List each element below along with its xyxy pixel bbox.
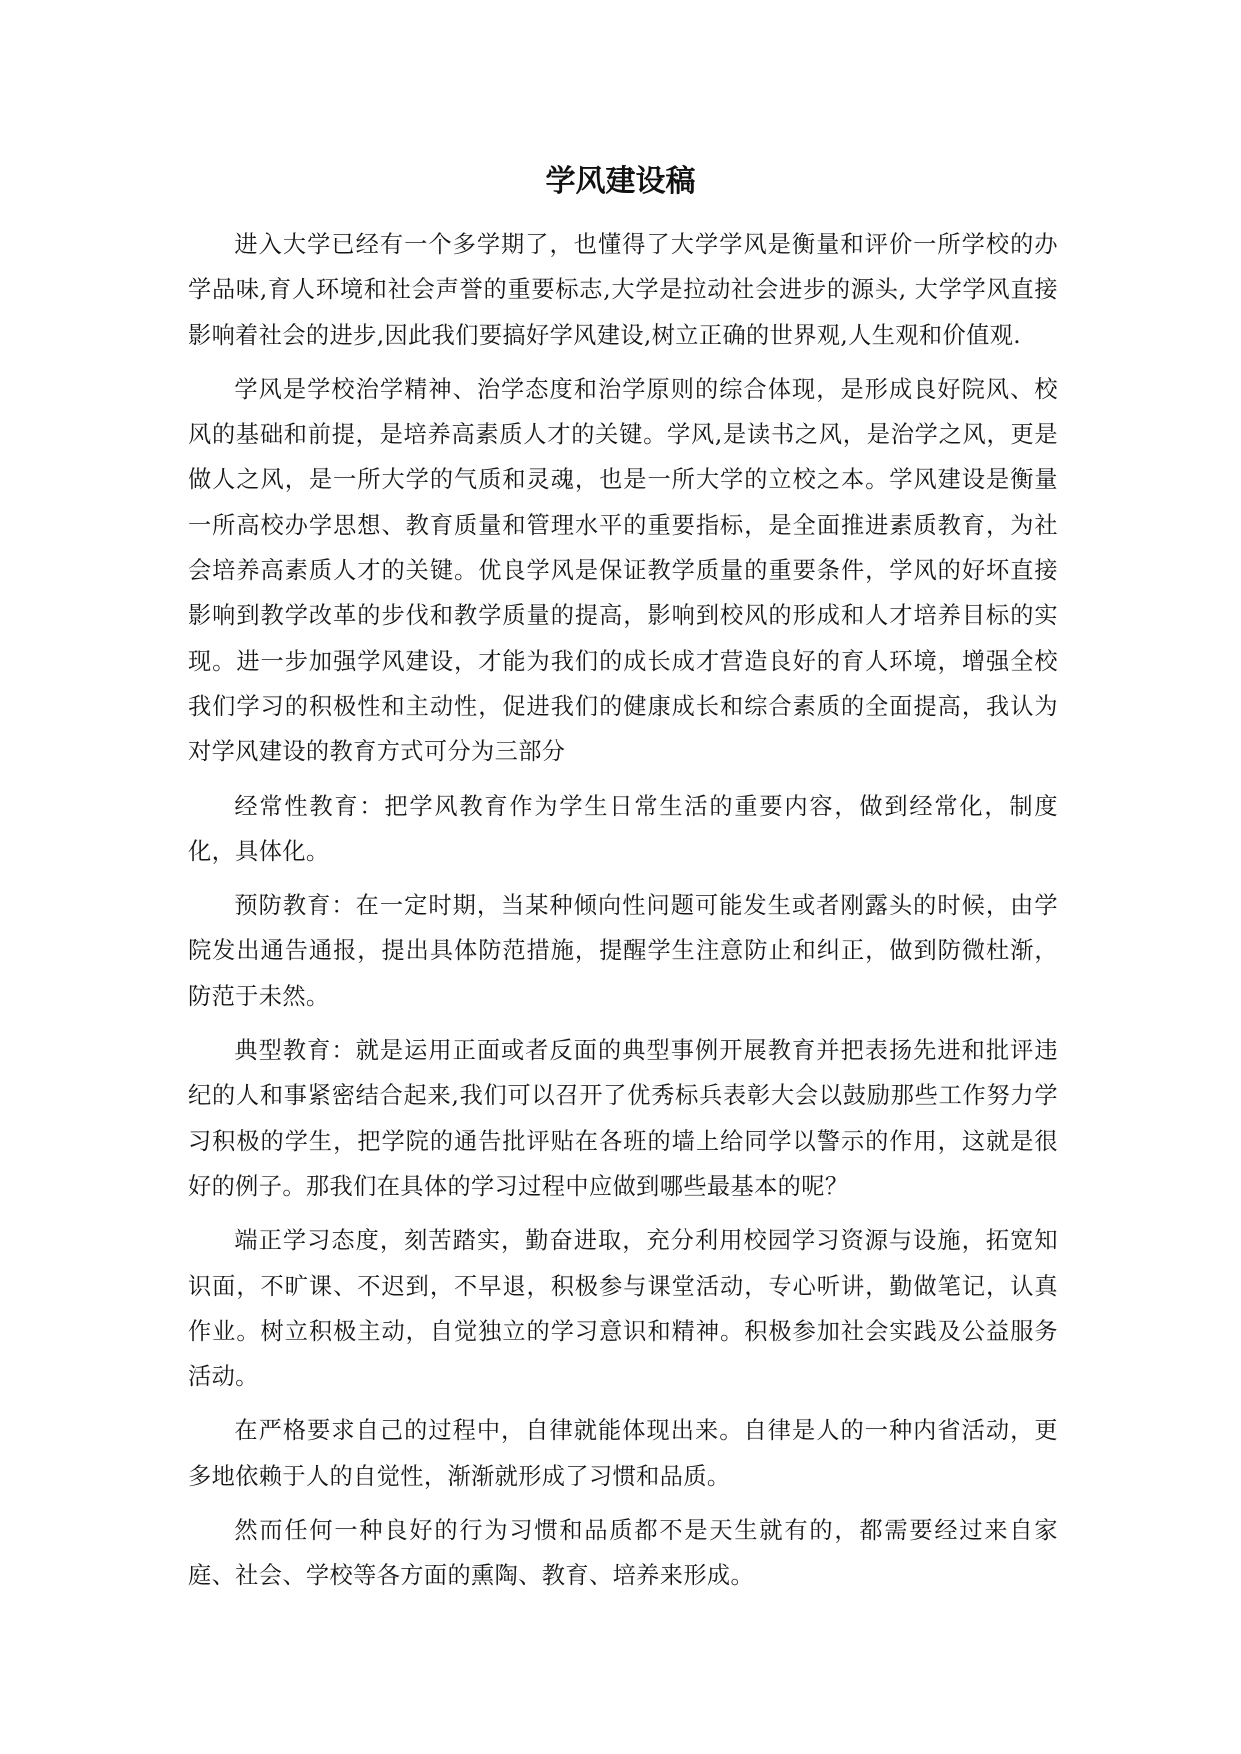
paragraph-preventive-education: 预防教育：在一定时期，当某种倾向性问题可能发生或者刚露头的时候，由学院发出通告通报，提出具体防范措施，提醒学生注意防止和纠正，做到防微杜渐，防范于未然。 xyxy=(188,892,1058,1010)
paragraph-definition: 学风是学校治学精神、治学态度和治学原则的综合体现，是形成良好院风、校风的基础和前提，是培养高素质人才的关键。学风,是读书之风，是治学之风，更是做人之风，是一所大学的气质和灵魂，也是一所大学的立校之本。学风建设是衡量一所高校办学思想、教育质量和管理水平的重要指标，是全面推进素质教育，为社会培养高素质人才的关键。优良学风是保证教学质量的重要条件，学风的好坏直接影响到教学改革的步伐和教学质量的提高，影响到校风的形成和人才培养目标的实现。进一步加强学风建设，才能为我们的成长成才营造良好的育人环境，增强全校我们学习的积极性和主动性，促进我们的健康成长和综合素质的全面提高，我认为对学风建设的教育方式可分为三部分 xyxy=(188,375,1058,766)
paragraph-regular-education: 经常性教育：把学风教育作为学生日常生活的重要内容，做到经常化，制度化，具体化。 xyxy=(188,792,1058,865)
document-body xyxy=(188,222,1058,1608)
paragraph-intro: 进入大学已经有一个多学期了，也懂得了大学学风是衡量和评价一所学校的办学品味,育人环境和社会声誉的重要标志,大学是拉动社会进步的源头, 大学学风直接影响着社会的进步,因此我们要搞好学风建设,树立正确的世界观,人生观和价值观. xyxy=(188,231,1058,349)
paragraph-study-attitude: 端正学习态度，刻苦踏实，勤奋进取，充分利用校园学习资源与设施，拓宽知识面，不旷课、不迟到，不早退，积极参与课堂活动，专心听讲，勤做笔记，认真作业。树立积极主动，自觉独立的学习意识和精神。积极参加社会实践及公益服务活动。 xyxy=(188,1227,1058,1391)
page-title: 学风建设稿 xyxy=(545,164,696,199)
paragraph-conclusion: 然而任何一种良好的行为习惯和品质都不是天生就有的，都需要经过来自家庭、社会、学校等各方面的熏陶、教育、培养来形成。 xyxy=(188,1517,1058,1590)
paragraph-self-discipline: 在严格要求自己的过程中，自律就能体现出来。自律是人的一种内省活动，更多地依赖于人的自觉性，渐渐就形成了习惯和品质。 xyxy=(188,1417,1058,1490)
paragraph-typical-education: 典型教育：就是运用正面或者反面的典型事例开展教育并把表扬先进和批评违纪的人和事紧密结合起来,我们可以召开了优秀标兵表彰大会以鼓励那些工作努力学习积极的学生，把学院的通告批评贴在各班的墙上给同学以警示的作用，这就是很好的例子。那我们在具体的学习过程中应做到哪些最基本的呢？ xyxy=(188,1037,1058,1200)
